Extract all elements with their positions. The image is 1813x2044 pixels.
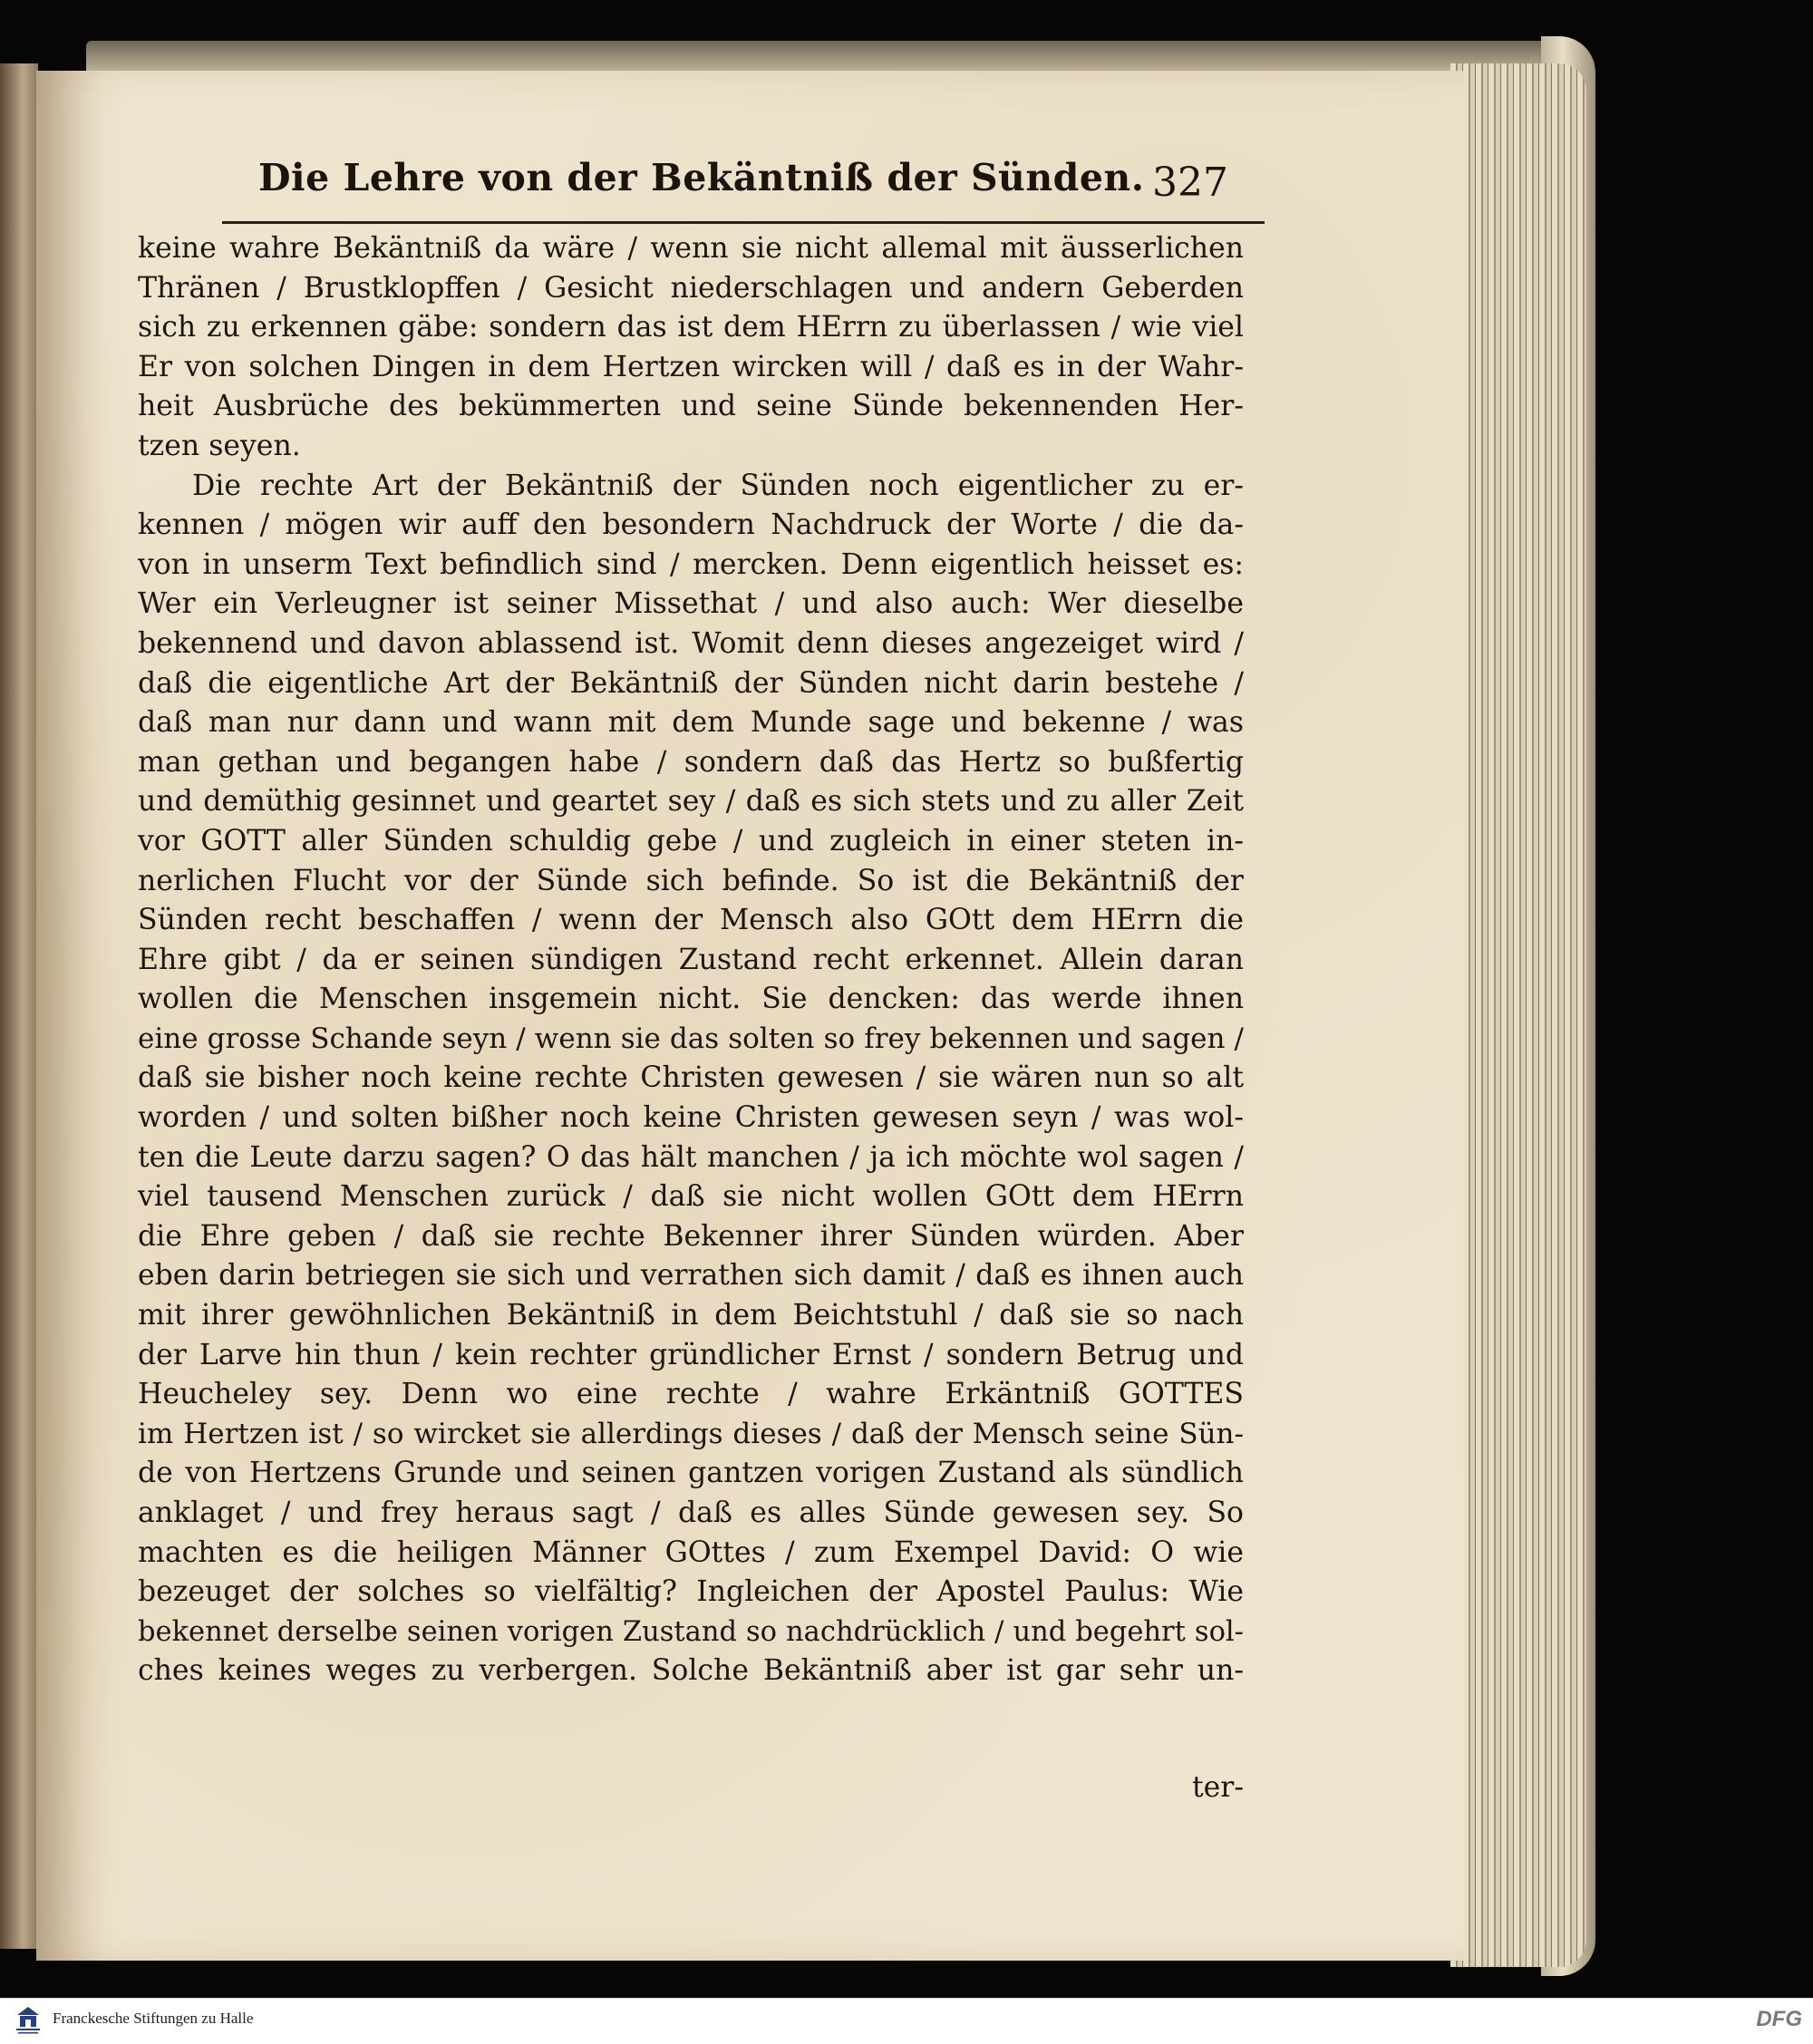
text-line: Er von solchen Dingen in dem Hertzen wircken will / daß es in der Wahr- xyxy=(138,350,1244,383)
text-line: und demüthig gesinnet und geartet sey / daß es sich stets und zu aller Zeit xyxy=(138,785,1244,819)
text-line: von in unserm Text befindlich sind / mercken. Denn eigentlich heisset es: xyxy=(138,547,1244,581)
text-line: keine wahre Bekäntniß da wäre / wenn sie nicht allemal mit äusserlichen xyxy=(138,232,1244,265)
catchword: ter- xyxy=(1191,1771,1244,1804)
text-line: die Ehre geben / daß sie rechte Bekenner ihrer Sünden würden. Aber xyxy=(138,1219,1244,1253)
footer-bar xyxy=(0,1998,1813,2044)
text-line: daß man nur dann und wann mit dem Munde sage und bekenne / was xyxy=(138,706,1244,740)
text-line: daß sie bisher noch keine rechte Christen gewesen / sie wären nun so alt xyxy=(138,1061,1244,1095)
text-line: heit Ausbrüche des bekümmerten und seine Sünde bekennenden Her- xyxy=(138,390,1244,423)
text-line: vor GOTT aller Sünden schuldig gebe / und zugleich in einer steten in- xyxy=(138,824,1244,857)
text-line: Sünden recht beschaffen / wenn der Mensch also GOtt dem HErrn die xyxy=(138,904,1244,937)
running-head-title: Die Lehre von der Bekäntniß der Sünden. xyxy=(258,156,1145,199)
text-line: nerlichen Flucht vor der Sünde sich befinde. So ist die Bekäntniß der xyxy=(138,864,1244,897)
institution-name: Franckesche Stiftungen zu Halle xyxy=(53,2010,254,2027)
text-line: bekennet derselbe seinen vorigen Zustand so nachdrücklich / und begehrt sol- xyxy=(138,1615,1244,1648)
text-line: worden / und solten bißher noch keine Christen gewesen seyn / was wol- xyxy=(138,1101,1244,1135)
text-line: bezeuget der solches so vielfältig? Ingleichen der Apostel Paulus: Wie xyxy=(138,1575,1244,1609)
text-line: Thränen / Brustklopffen / Gesicht niederschlagen und andern Geberden xyxy=(138,271,1244,305)
text-line: tzen seyen. xyxy=(138,429,301,462)
text-line: viel tausend Menschen zurück / daß sie nicht wollen GOtt dem HErrn xyxy=(138,1180,1244,1214)
text-line: ten die Leute darzu sagen? O das hält manchen / ja ich möchte wol sagen / xyxy=(138,1140,1244,1174)
page-edges xyxy=(1450,63,1586,1967)
text-line: Ehre gibt / da er seinen sündigen Zustand recht erkennet. Allein daran xyxy=(138,943,1244,976)
text-line: im Hertzen ist / so wircket sie allerdings dieses / daß der Mensch seine Sün- xyxy=(138,1417,1244,1450)
text-line: der Larve hin thun / kein rechter gründlicher Ernst / sondern Betrug und xyxy=(138,1338,1244,1371)
head-rule xyxy=(222,221,1265,224)
book-page xyxy=(36,71,1464,1961)
text-line: Die rechte Art der Bekäntniß der Sünden noch eigentlicher zu er- xyxy=(192,469,1244,502)
text-line: wollen die Menschen insgemein nicht. Sie dencken: das werde ihnen xyxy=(138,983,1244,1016)
page-number: 327 xyxy=(1152,160,1228,206)
text-line: Wer ein Verleugner ist seiner Missethat / und also auch: Wer dieselbe xyxy=(138,587,1244,621)
funder-logo: DFG xyxy=(1756,2007,1802,2031)
left-page-edge xyxy=(0,63,38,1949)
text-line: anklaget / und frey heraus sagt / daß es alles Sünde gewesen sey. So xyxy=(138,1497,1244,1529)
text-line: eine grosse Schande seyn / wenn sie das solten so frey bekennen und sagen / xyxy=(138,1022,1244,1055)
text-line: de von Hertzens Grunde und seinen gantzen vorigen Zustand als sündlich xyxy=(138,1457,1244,1490)
institution-logo-icon xyxy=(13,2004,44,2037)
text-line: daß die eigentliche Art der Bekäntniß der Sünden nicht darin bestehe / xyxy=(138,666,1244,700)
text-line: machten es die heiligen Männer GOttes / zum Exempel David: O wie xyxy=(138,1535,1244,1569)
text-line: sich zu erkennen gäbe: sondern das ist dem HErrn zu überlassen / wie viel xyxy=(138,311,1244,344)
body-text xyxy=(138,229,1244,1691)
running-head xyxy=(222,156,1228,237)
text-line: kennen / mögen wir auff den besondern Nachdruck der Worte / die da- xyxy=(138,509,1244,542)
text-line: ches keines weges zu verbergen. Solche Bekäntniß aber ist gar sehr un- xyxy=(138,1654,1244,1688)
text-line: Heucheley sey. Denn wo eine rechte / wahre Erkäntniß GOTTES xyxy=(138,1378,1244,1411)
text-line: man gethan und begangen habe / sondern daß das Hertz so bußfertig xyxy=(138,745,1244,779)
text-line: bekennend und davon ablassend ist. Womit denn dieses angezeiget wird / xyxy=(138,626,1244,660)
text-line: mit ihrer gewöhnlichen Bekäntniß in dem Beichtstuhl / daß sie so nach xyxy=(138,1299,1244,1332)
text-line: eben darin betriegen sie sich und verrathen sich damit / daß es ihnen auch xyxy=(138,1259,1244,1293)
